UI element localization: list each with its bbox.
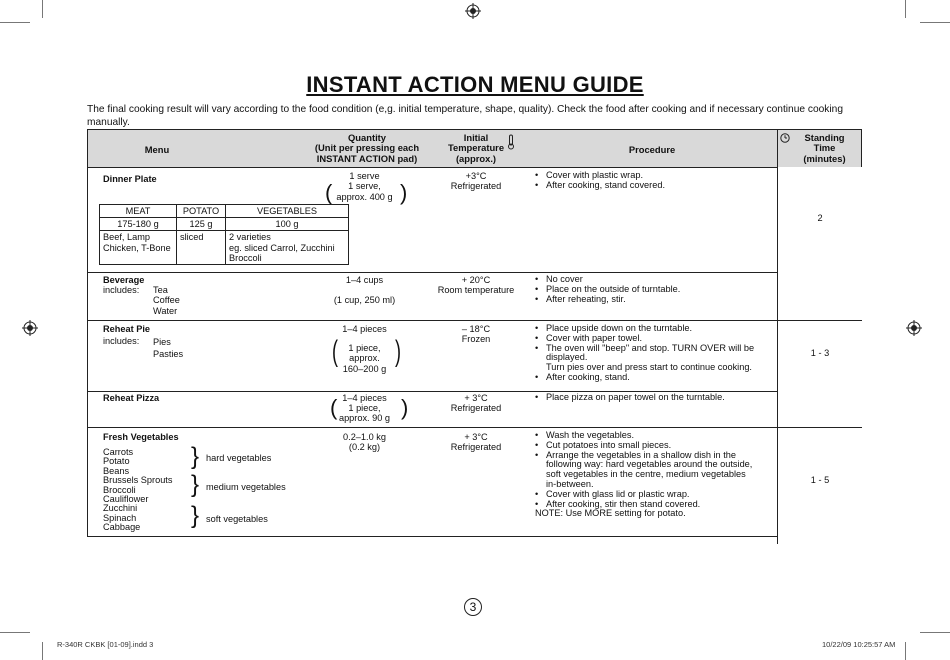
menu-guide-table: [87, 129, 862, 537]
dinner-procedure: • Cover with plastic wrap. • After cooking, stand covered.: [535, 171, 775, 191]
header-quantity: Quantity (Unit per pressing each INSTANT ACTION pad): [314, 132, 420, 164]
paren-right: ): [395, 335, 401, 368]
paren-left: (: [325, 180, 333, 205]
pie-quantity-b: 1 piece, approx. 160–200 g: [342, 343, 387, 374]
footer-timestamp: 10/22/09 10:25:57 AM: [822, 640, 896, 649]
crop-mark: [920, 22, 950, 23]
crop-mark: [0, 632, 30, 633]
table-cell: 2 varieties eg. sliced Carrol, Zucchini Broccoli: [226, 231, 349, 265]
group-soft: soft vegetables: [206, 514, 268, 524]
reheat-pie-name: Reheat Pie: [103, 324, 150, 334]
dinner-quantity: 1 serve 1 serve, approx. 400 g: [336, 171, 393, 202]
table-header-cell: MEAT: [100, 205, 177, 218]
brace: }: [191, 502, 200, 529]
beverage-quantity-a: 1–4 cups: [345, 275, 384, 285]
crop-mark: [920, 632, 950, 633]
registration-mark-icon: [22, 320, 38, 336]
paren-left: (: [330, 395, 338, 420]
registration-mark-icon: [906, 320, 922, 336]
beverage-quantity-b: (1 cup, 250 ml): [333, 295, 396, 305]
crop-mark: [42, 642, 43, 660]
reheat-pizza-name: Reheat Pizza: [103, 393, 160, 403]
pie-items: Pies Pasties: [153, 337, 184, 359]
brace: }: [191, 471, 200, 498]
header-procedure: Procedure: [628, 144, 676, 155]
crop-mark: [42, 0, 43, 18]
beverage-name: Beverage: [103, 275, 145, 285]
table-header-cell: POTATO: [177, 205, 226, 218]
pie-procedure: • Place upside down on the turntable. • Cover with paper towel. • The oven will "beep" and stop. TURN OVER will be displayed. Turn pies over and press start to continue cooking. • After cooking, stand.: [535, 324, 777, 383]
header-standing-time: Standing Time (minutes): [803, 132, 846, 164]
beverage-includes: includes:: [103, 285, 140, 295]
table-header-cell: VEGETABLES: [226, 205, 349, 218]
pie-quantity-a: 1–4 pieces: [342, 324, 387, 334]
veg-quantity: 0.2–1.0 kg (0.2 kg): [343, 432, 386, 453]
crop-mark: [905, 0, 906, 18]
standing-dinner: 2: [817, 213, 823, 223]
standing-pie: 1 - 3: [810, 348, 830, 358]
header-menu: Menu: [144, 144, 170, 155]
fresh-vegetables-name: Fresh Vegetables: [103, 432, 179, 442]
veg-procedure: • Wash the vegetables. • Cut potatoes into small pieces. • Arrange the vegetables in a shallow dish in the following way: hard vegetables around the outside, soft vegetables in the centre, medium vegetables in-between. • Cover with glass lid or plastic wrap. • After cooking, stir then stand covered. NOTE: Use MORE setting for potato.: [535, 431, 777, 519]
registration-mark-icon: [465, 3, 481, 19]
group-hard: hard vegetables: [206, 453, 272, 463]
table-cell: 125 g: [177, 218, 226, 231]
table-cell: 175-180 g: [100, 218, 177, 231]
group-medium: medium vegetables: [206, 482, 286, 492]
pizza-procedure: • Place pizza on paper towel on the turntable.: [535, 393, 777, 403]
dinner-temperature: +3°C Refrigerated: [450, 171, 502, 192]
paren-right: ): [400, 180, 408, 205]
crop-mark: [905, 642, 906, 660]
pizza-quantity-b: 1 piece, approx. 90 g: [338, 403, 391, 424]
intro-text: The final cooking result will vary according to the food condition (e,g. initial temperature, shape, quality). Check the food after cooking and if necessary continue cooking manually.: [87, 104, 843, 128]
table-cell: 100 g: [226, 218, 349, 231]
brace: }: [191, 443, 200, 470]
footer-filename: R-340R CKBK [01-09].indd 3: [57, 640, 154, 649]
header-temperature: Initial Temperature (approx.): [447, 132, 505, 164]
pie-includes: includes:: [103, 336, 140, 346]
page-number: 3: [464, 598, 482, 616]
veg-temperature: + 3°C Refrigerated: [450, 432, 502, 453]
dinner-plate-name: Dinner Plate: [103, 174, 157, 184]
beverage-temperature: + 20°C Room temperature: [437, 275, 515, 296]
pizza-quantity-a: 1–4 pieces: [342, 393, 387, 403]
pie-temperature: – 18°C Frozen: [461, 324, 491, 345]
paren-right: ): [401, 395, 409, 420]
beverage-procedure: • No cover • Place on the outside of turntable. • After reheating, stir.: [535, 275, 775, 304]
dinner-composition-table: [99, 204, 349, 265]
crop-mark: [0, 22, 30, 23]
vegetable-list: Carrots Potato Beans Brussels Sprouts Broccoli Cauliflower Zucchini Spinach Cabbage: [103, 447, 173, 533]
thermometer-icon: [507, 134, 515, 150]
page-title: INSTANT ACTION MENU GUIDE: [306, 72, 644, 97]
standing-veg: 1 - 5: [810, 475, 830, 485]
table-cell: Beef, Lamp Chicken, T-Bone: [100, 231, 177, 265]
paren-left: (: [332, 335, 338, 368]
pizza-temperature: + 3°C Refrigerated: [450, 393, 502, 414]
beverage-items: Tea Coffee Water: [153, 285, 180, 316]
table-cell: sliced: [177, 231, 226, 265]
